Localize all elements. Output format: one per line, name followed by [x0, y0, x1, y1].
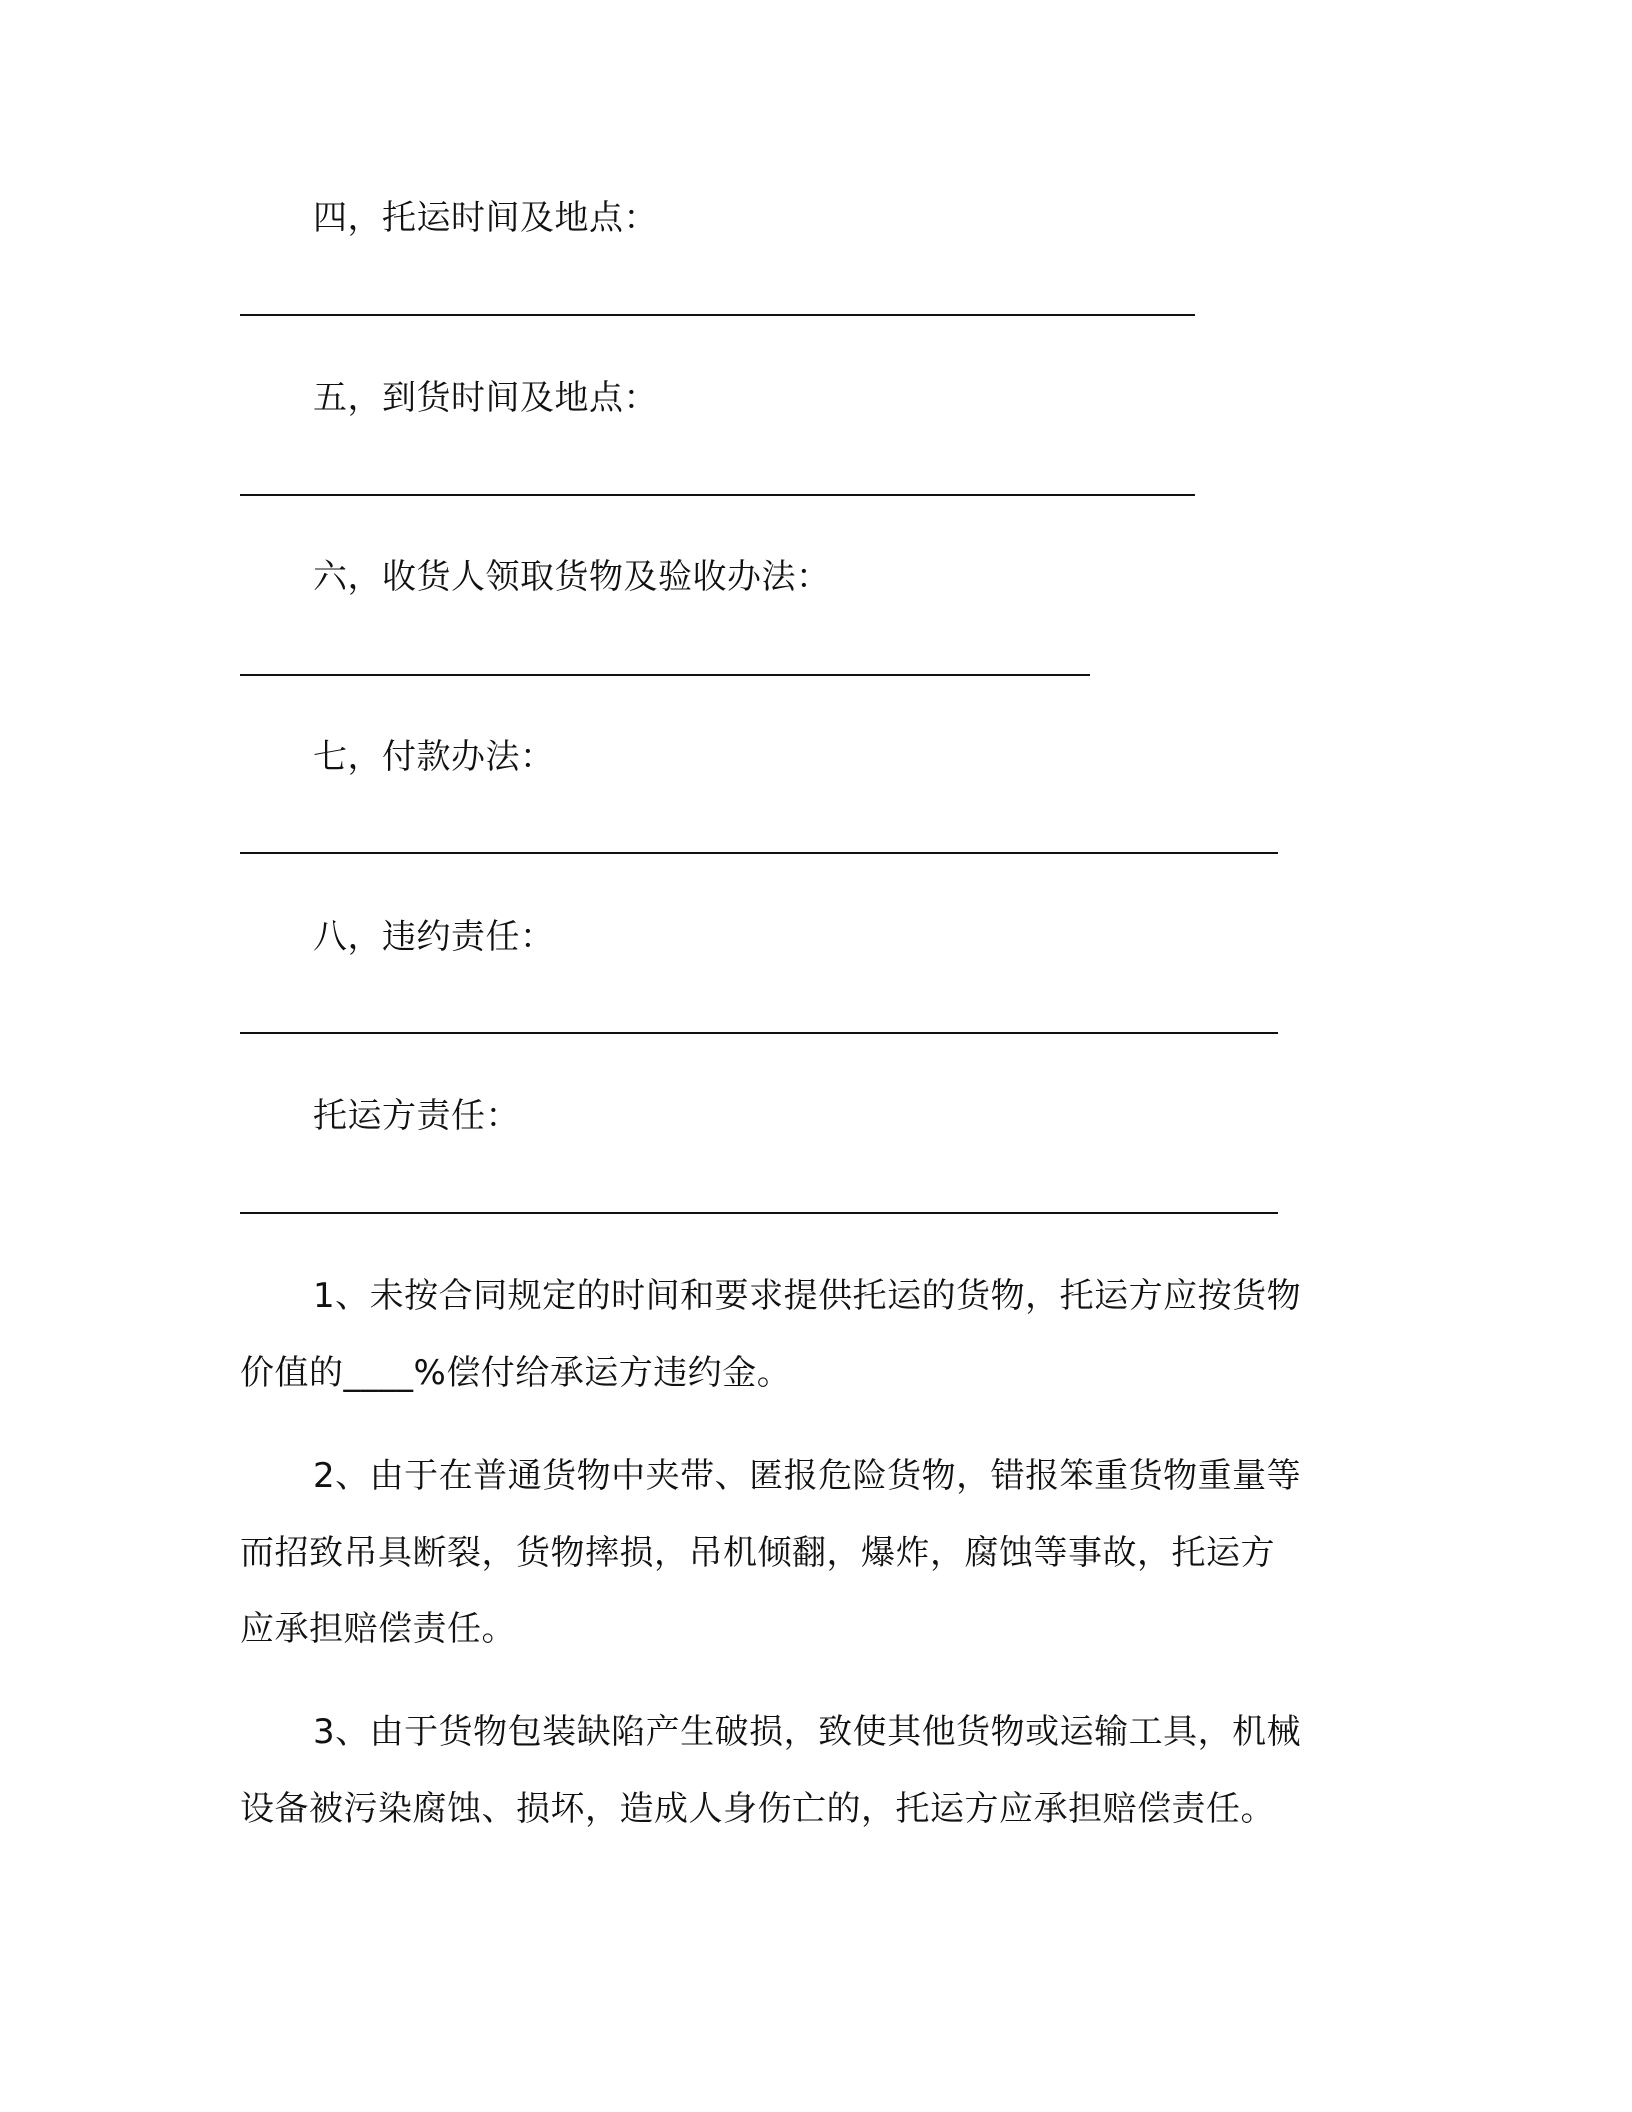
clause-1-line-1: 1、未按合同规定的时间和要求提供托运的货物，托运方应按货物 [313, 1276, 1302, 1316]
clause-1-line-2: 价值的____%偿付给承运方违约金。 [240, 1353, 792, 1393]
fill-in-blank-line [240, 852, 1278, 854]
fill-in-blank-line [240, 1032, 1278, 1034]
section-heading-5: 五，到货时间及地点： [313, 378, 658, 418]
section-heading-7: 七，付款办法： [313, 737, 555, 777]
clause-2-line-3: 应承担赔偿责任。 [240, 1609, 516, 1649]
clause-2-line-2: 而招致吊具断裂，货物摔损，吊机倾翻，爆炸，腐蚀等事故，托运方 [240, 1533, 1275, 1573]
fill-in-blank-line [240, 674, 1090, 676]
fill-in-blank-line [240, 494, 1195, 496]
section-heading-6: 六，收货人领取货物及验收办法： [313, 557, 831, 597]
consignor-liability-heading: 托运方责任： [313, 1096, 520, 1136]
clause-3-line-1: 3、由于货物包装缺陷产生破损，致使其他货物或运输工具，机械 [313, 1712, 1302, 1752]
fill-in-blank-line [240, 314, 1195, 316]
section-heading-8: 八，违约责任： [313, 917, 555, 957]
section-heading-4: 四，托运时间及地点： [313, 198, 658, 238]
clause-2-line-1: 2、由于在普通货物中夹带、匿报危险货物，错报笨重货物重量等 [313, 1456, 1302, 1496]
fill-in-blank-line [240, 1212, 1278, 1214]
clause-3-line-2: 设备被污染腐蚀、损坏，造成人身伤亡的，托运方应承担赔偿责任。 [240, 1789, 1275, 1829]
